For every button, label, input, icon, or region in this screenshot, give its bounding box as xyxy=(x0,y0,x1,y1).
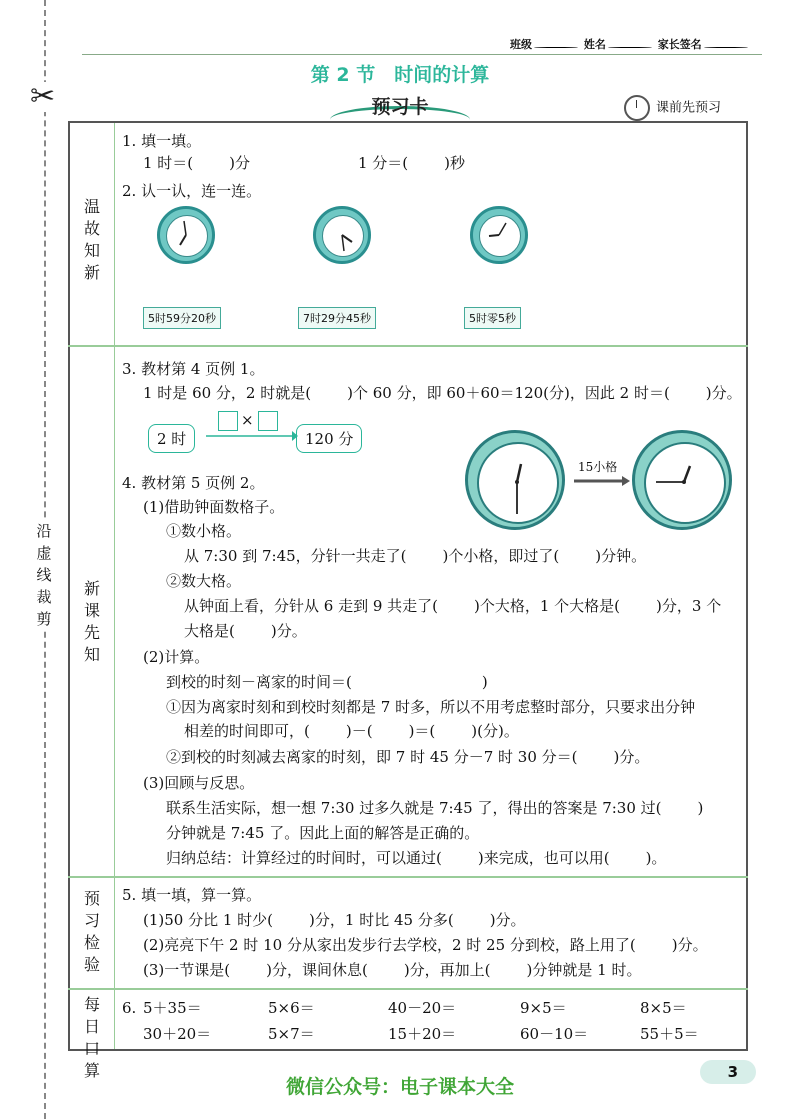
preview-badge xyxy=(624,95,721,121)
clock-hands xyxy=(477,442,557,522)
q2-title: 2. 认一认，连一连。 xyxy=(122,182,262,200)
q3-title: 3. 教材第 4 页例 1。 xyxy=(122,360,265,378)
q4-part1b-line2: 大格是( )分。 xyxy=(184,622,307,640)
clock-730-icon xyxy=(465,430,565,530)
math-problem: 60－10＝ xyxy=(520,1025,589,1043)
card-title xyxy=(330,92,470,120)
q1-item-b: 1 分＝( )秒 xyxy=(358,154,466,172)
q4-part2b: ②到校的时刻减去离家的时刻，即 7 时 45 分－7 时 30 分＝( )分。 xyxy=(166,748,650,766)
q1-title: 1. 填一填。 xyxy=(122,132,202,150)
name-label: 姓名 xyxy=(583,38,606,51)
clock-icon xyxy=(470,206,528,264)
q4-part1b-line1: 从钟面上看，分针从 6 走到 9 共走了( )个大格，1 个大格是( )分，3 个 xyxy=(184,597,722,615)
clock-icon xyxy=(313,206,371,264)
to-box: 120 分 xyxy=(296,424,362,453)
math-problem: 5＋35＝ xyxy=(143,999,202,1017)
q4-part2a-line1: ①因为离家时刻和到校时刻都是 7 时多，所以不用考虑整时部分，只要求出分钟 xyxy=(166,698,696,716)
q3-line1: 1 时是 60 分，2 时就是( )个 60 分，即 60＋60＝120(分)，因此 2 时＝( )分。 xyxy=(143,384,742,402)
parent-blank[interactable] xyxy=(704,47,748,48)
page-number: 3 xyxy=(700,1060,756,1084)
section-label-new: 新 课 先 知 xyxy=(83,579,100,664)
q5-item1: (1)50 分比 1 时少( )分，1 时比 45 分多( )分。 xyxy=(143,911,526,929)
arrow-icon xyxy=(206,426,298,446)
clock-hands xyxy=(644,442,724,522)
parent-label: 家长签名 xyxy=(657,38,702,51)
student-info xyxy=(510,36,750,52)
preview-label: 课前先预习 xyxy=(656,100,722,116)
section-label-check: 预 习 检 验 xyxy=(83,889,100,974)
step-label: 15小格 xyxy=(578,460,618,474)
math-problem: 9×5＝ xyxy=(520,999,567,1017)
q4-part3-line2: 分钟就是 7:45 了。因此上面的解答是正确的。 xyxy=(166,824,480,842)
arrow-icon xyxy=(574,474,630,488)
math-problem: 5×7＝ xyxy=(268,1025,315,1043)
math-problem: 15＋20＝ xyxy=(388,1025,457,1043)
from-box: 2 时 xyxy=(148,424,195,453)
q5-item2: (2)亮亮下午 2 时 10 分从家出发步行去学校，2 时 25 分到校，路上用了( )分。 xyxy=(143,936,708,954)
q5-item3: (3)一节课是( )分，课间休息( )分，再加上( )分钟就是 1 时。 xyxy=(143,961,642,979)
name-blank[interactable] xyxy=(608,47,652,48)
class-label: 班级 xyxy=(510,38,532,51)
card-title-text: 预习卡 xyxy=(371,96,429,118)
math-problem: 30＋20＝ xyxy=(143,1025,212,1043)
time-option[interactable]: 7时29分45秒 xyxy=(298,307,376,329)
scissors-icon: ✂ xyxy=(30,79,56,114)
clock-hands xyxy=(322,215,362,255)
q5-title: 5. 填一填，算一算。 xyxy=(122,886,262,904)
header-divider xyxy=(82,54,762,55)
math-problem: 40－20＝ xyxy=(388,999,457,1017)
q4-part1a-line: 从 7:30 到 7:45，分针一共走了( )个小格，即过了( )分钟。 xyxy=(184,547,647,565)
q4-title: 4. 教材第 5 页例 2。 xyxy=(122,474,265,492)
q4-part1: (1)借助钟面数格子。 xyxy=(143,498,285,516)
q4-part3: (3)回顾与反思。 xyxy=(143,774,255,792)
clock-hands xyxy=(479,215,519,255)
section-title: 第 2 节 时间的计算 xyxy=(310,64,490,86)
q1-item-a: 1 时＝( )分 xyxy=(143,154,251,172)
clock-745-icon xyxy=(632,430,732,530)
q4-part1b: ②数大格。 xyxy=(166,572,242,590)
row-divider xyxy=(68,876,748,878)
time-option[interactable]: 5时59分20秒 xyxy=(143,307,221,329)
row-divider xyxy=(68,345,748,347)
q4-part1a: ①数小格。 xyxy=(166,522,242,540)
q4-part3-line1: 联系生活实际，想一想 7:30 过多久就是 7:45 了，得出的答案是 7:30 过( ) xyxy=(166,799,704,817)
time-option[interactable]: 5时零5秒 xyxy=(464,307,521,329)
section-label-review: 温 故 知 新 xyxy=(83,197,100,282)
alarm-clock-icon xyxy=(624,95,650,121)
q4-part2: (2)计算。 xyxy=(143,648,210,666)
row-divider xyxy=(68,988,748,990)
q4-part2-formula: 到校的时刻－离家的时间＝( ) xyxy=(166,673,488,691)
q6-number: 6. xyxy=(122,999,137,1017)
math-problem: 8×5＝ xyxy=(640,999,687,1017)
clock-icon xyxy=(157,206,215,264)
math-problem: 5×6＝ xyxy=(268,999,315,1017)
math-problem: 55＋5＝ xyxy=(640,1025,699,1043)
footer-text: 微信公众号：电子课本大全 xyxy=(285,1076,514,1098)
section-label-daily: 每 日 口 算 xyxy=(83,995,100,1080)
q4-part3-line3: 归纳总结：计算经过的时间时，可以通过( )来完成，也可以用( )。 xyxy=(166,849,667,867)
times-sign: × xyxy=(241,411,254,429)
cut-instruction: 沿 虚 线 裁 剪 xyxy=(30,520,58,630)
clock-hands xyxy=(166,215,206,255)
class-blank[interactable] xyxy=(534,47,578,48)
q4-part2a-line2: 相差的时间即可，( )－( )＝( )(分)。 xyxy=(184,722,519,740)
